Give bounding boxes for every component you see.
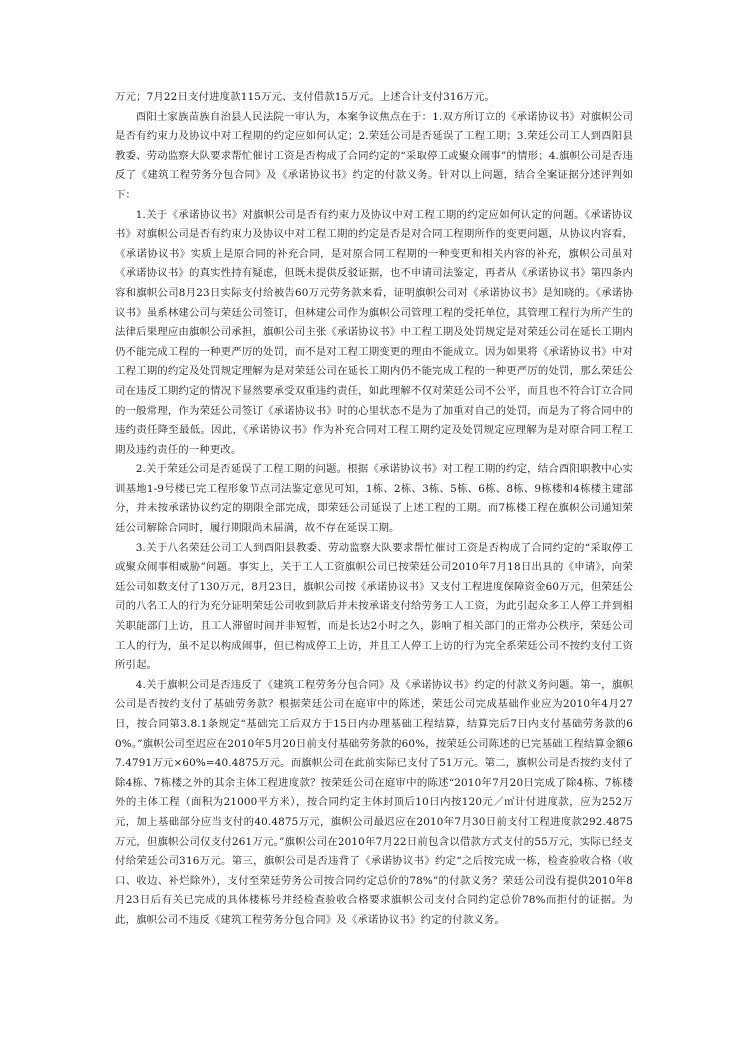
- paragraph-issue-1: 1.关于《承诺协议书》对旗帜公司是否有约束力及协议中对工程工期的约定应如何认定的问题。《承诺协议书》对旗帜公司是否有约束力及协议中对工程工期的约定是否是对合同工程期所作的变更问题，从协议内容看，《承诺协议书》实质上是原合同的补充合同，是对原合同工程期的一种变更和相关内容的补充，旗帜公司虽对《承诺协议书》的真实性持有疑虑，但既未提供反驳证据，也不申请司法鉴定，再者从《承诺协议书》第四条内容和旗帜公司8月23日实际支付给被告60万元劳务款来看，证明旗帜公司对《承诺协议书》是知晓的。《承诺协议书》虽系林建公司与荣廷公司签订，但林建公司作为旗帜公司管理工程的受托单位，其管理工程行为所产生的法律后果理应由旗帜公司承担，旗帜公司主张《承诺协议书》中工程工期及处罚规定是对荣廷公司在延长工期内仍不能完成工程的一种更严厉的处罚，而不是对工程工期变更的理由不能成立。因为如果将《承诺协议书》中对工程工期的约定及处罚规定理解为是对荣廷公司在延长工期内仍不能完成工程的一种更严厉的处罚，那么荣廷公司在违反工期约定的情况下显然要承受双重违约责任，如此理解不仅对荣廷公司不公平，而且也不符合订立合同的一般常理，作为荣廷公司签订《承诺协议书》时的心里状态不是为了加重对自己的处罚，而是为了将合同中的违约责任降至最低。因此，《承诺协议书》作为补充合同对工程工期约定及处罚规定应理解为是对原合同工程工期及违约责任的一种更改。: [115, 208, 633, 456]
- paragraph-court-issues: 酉阳土家族苗族自治县人民法院一审认为，本案争议焦点在于：1.双方所订立的《承诺协议书》对旗帜公司是否有约束力及协议中对工程期的约定应如何认定；2.荣廷公司是否延误了工程工期；3.荣廷公司工人到酉阳县教委、劳动监察大队要求帮忙催讨工资是否构成了合同约定的“采取停工或聚众闹事”的情形；4.旗帜公司是否违反了《建筑工程劳务分包合同》及《承诺协议书》约定的付款义务。针对以上问题，结合全案证据分述评判如下：: [115, 110, 633, 201]
- paragraph-issue-2: 2.关于荣廷公司是否延误了工程工期的问题。根据《承诺协议书》对工程工期的约定，结合酉阳职教中心实训基地1-9号楼已完工程形象节点司法鉴定意见可知，1栋、2栋、3栋、5栋、6栋、8栋、9栋楼和4栋楼主建部分，并未按承诺协议约定的期限全部完成，即荣廷公司延误了上述工程的工期。而7栋楼工程在旗帜公司通知荣廷公司解除合同时，履行期限尚未届满，故不存在延误工期。: [115, 463, 633, 535]
- paragraph-payment-summary: 万元；7月22日支付进度款115万元、支付借款15万元。上述合计支付316万元。: [115, 91, 496, 103]
- paragraph-issue-4: 4.关于旗帜公司是否违反了《建筑工程劳务分包合同》及《承诺协议书》约定的付款义务问题。第一，旗帜公司是否按约支付了基础劳务款？根据荣廷公司在庭审中的陈述，荣廷公司完成基础作业应为2010年4月27日，按合同第3.8.1条规定“基础完工后双方于15日内办理基础工程结算，结算完后7日内支付基础劳务款的60%。”旗帜公司至迟应在2010年5月20日前支付基础劳务款的60%，按荣廷公司陈述的已完基础工程结算金额67.4791万元×60%=40.4875万元。而旗帜公司在此前实际已支付了51万元。第二，旗帜公司是否按约支付了除4栋、7栋楼之外的其余主体工程进度款？按荣廷公司在庭审中的陈述“2010年7月20日完成了除4栋、7栋楼外的主体工程（面积为21000平方米），按合同约定主体封顶后10日内按120元／㎡计付进度款，应为252万元，加上基础部分应当支付的40.4875万元，旗帜公司最迟应在2010年7月30日前支付工程进度款292.4875万元，但旗帜公司仅支付261万元。”旗帜公司在2010年7月22日前包含以借款方式支付的55万元，实际已经支付给荣廷公司316万元。第三，旗帜公司是否违背了《承诺协议书》约定“之后按完成一栋，检查验收合格（收口、收边、补烂除外），支付至荣廷劳务公司按合同约定总价的78%”的付款义务？荣廷公司没有提供2010年8月23日后有关已完成的具体楼栋号并经检查验收合格要求旗帜公司支付合同约定总价78%而拒付的证据。为此，旗帜公司不违反《建筑工程劳务分包合同》及《承诺协议书》约定的付款义务。: [115, 678, 633, 926]
- paragraph-issue-3: 3.关于八名荣廷公司工人到酉阳县教委、劳动监察大队要求帮忙催讨工资是否构成了合同约定的“采取停工或聚众闹事相威胁”问题。事实上，关于工人工资旗帜公司已按荣廷公司2010年7月18日出具的《申请》，向荣廷公司如数支付了130万元，8月23日，旗帜公司按《承诺协议书》又支付工程进度保障资金60万元，但荣廷公司的八名工人的行为充分证明荣廷公司收到款后并未按承诺支付给劳务工人工资，为此引起众多工人停工并到相关职能部门上访，且工人滞留时间并非短暂，而是长达2小时之久，影响了相关部门的正常办公秩序，荣廷公司工人的行为，虽不足以构成闹事，但已构成停工上访，并且工人停工上访的行为完全系荣廷公司不按约支付工资所引起。: [115, 541, 633, 672]
